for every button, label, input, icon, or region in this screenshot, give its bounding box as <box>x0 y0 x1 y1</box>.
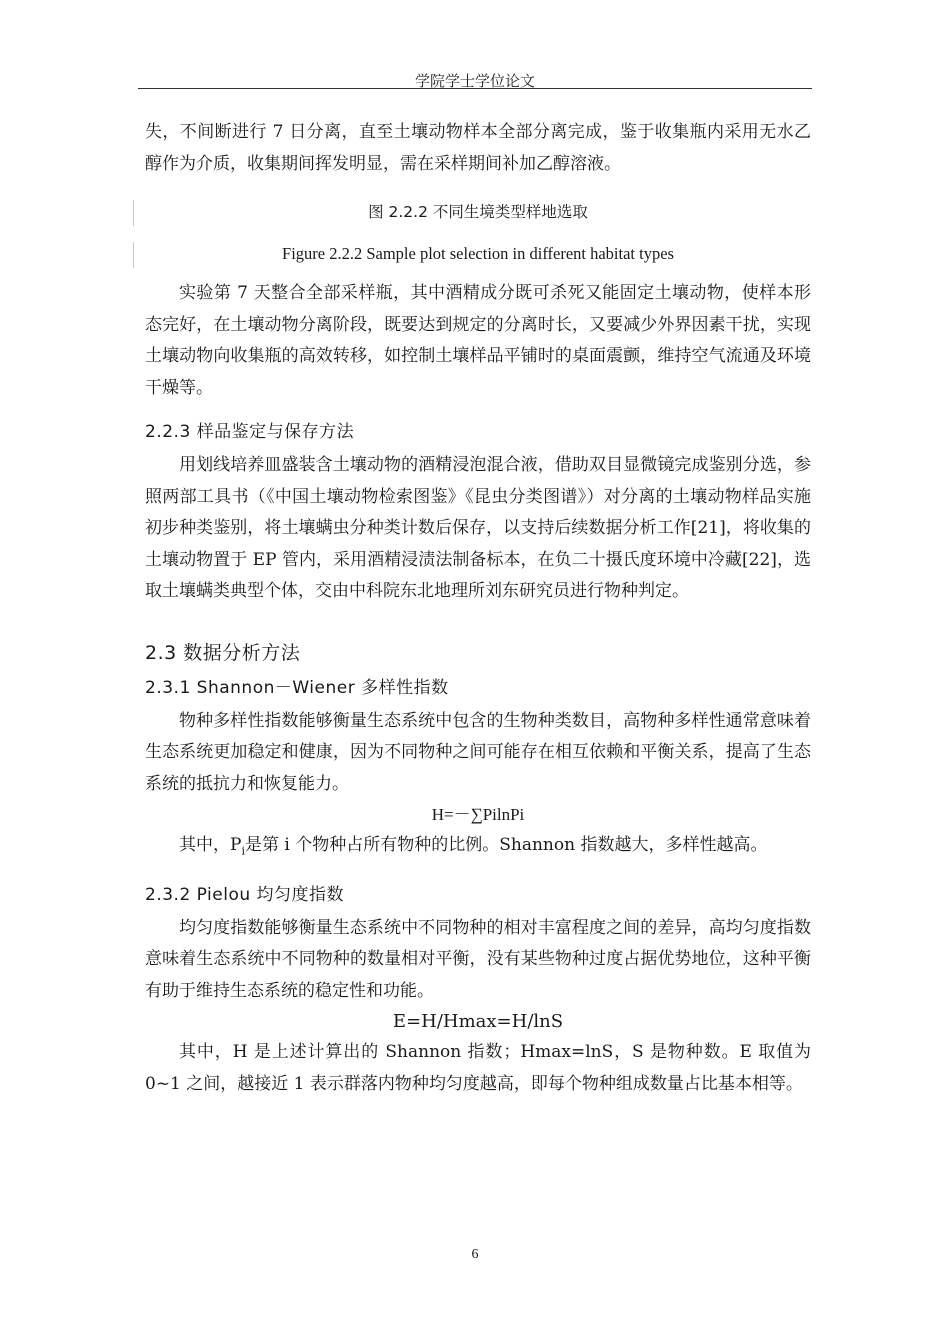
figure-caption-cn-text: 图 2.2.2 不同生境类型样地选取 <box>368 203 588 221</box>
paragraph-2-2-3: 用划线培养皿盛装含土壤动物的酒精浸泡混合液，借助双目显微镜完成鉴别分选，参照两部工具书（《中国土壤动物检索图鉴》《昆虫分类图谱》）对分离的土壤动物样品实施初步种类鉴别，将土壤螨虫分种类计数后保存，以支持后续数据分析工作[21]，将收集的土壤动物置于 EP 管内，采用酒精浸渍法制备标本，在负二十摄氏度环境中冷藏[22]，选取土壤螨类典型个体，交由中科院东北地理所刘东研究员进行物种判定。 <box>145 455 811 601</box>
note-shannon <box>145 830 811 867</box>
figure-caption-en-text: Figure 2.2.2 Sample plot selection in different habitat types <box>282 244 674 263</box>
paragraph-after-figure: 实验第 7 天整合全部采样瓶，其中酒精成分既可杀死又能固定土壤动物，使样本形态完好，在土壤动物分离阶段，既要达到规定的分离时长，又要减少外界因素干扰，实现土壤动物向收集瓶的高效转移，如控制土壤样品平铺时的桌面震颤，维持空气流通及环境干燥等。 <box>145 283 811 398</box>
figure-caption-cn <box>145 200 811 224</box>
spacer <box>145 266 811 278</box>
running-header: 学院学士学位论文 <box>414 72 535 90</box>
heading-2-3: 2.3 数据分析方法 <box>145 641 301 664</box>
formula-pielou: E=H/Hmax=H/lnS <box>392 1011 564 1033</box>
note-shannon-pre: 其中，P <box>179 835 242 855</box>
heading-2-2-3: 2.2.3 样品鉴定与保存方法 <box>145 422 355 442</box>
note-shannon-subscript: i <box>241 844 245 858</box>
page-number: 6 <box>471 1247 479 1262</box>
figure-caption-en <box>145 242 811 266</box>
formula-shannon: H=－∑PilnPi <box>431 805 525 824</box>
note-shannon-post: 是第 i 个物种占所有物种的比例。Shannon 指数越大，多样性越高。 <box>244 835 768 855</box>
page-body <box>145 117 811 1100</box>
paragraph-2-3-2: 均匀度指数能够衡量生态系统中不同物种的相对丰富程度之间的差异，高均匀度指数意味着生态系统中不同物种的数量相对平衡，没有某些物种过度占据优势地位，这种平衡有助于维持生态系统的稳定性和功能。 <box>145 917 811 1001</box>
note-pielou: 其中，H 是上述计算出的 Shannon 指数；Hmax=lnS，S 是物种数。E 取值为 0~1 之间，越接近 1 表示群落内物种均匀度越高，即每个物种组成数量占比基本相等。 <box>145 1042 811 1094</box>
figure-anchor-marker <box>133 200 134 226</box>
header-rule <box>138 88 812 89</box>
paragraph-2-3-1: 物种多样性指数能够衡量生态系统中包含的生物种类数目，高物种多样性通常意味着生态系统更加稳定和健康，因为不同物种之间可能存在相互依赖和平衡关系，提高了生态系统的抵抗力和恢复能力。 <box>145 710 811 794</box>
figure-anchor-marker <box>133 242 134 268</box>
intro-paragraph: 失，不间断进行 7 日分离，直至土壤动物样本全部分离完成，鉴于收集瓶内采用无水乙醇作为介质，收集期间挥发明显，需在采样期间补加乙醇溶液。 <box>145 122 811 174</box>
heading-2-3-2: 2.3.2 Pielou 均匀度指数 <box>145 884 345 905</box>
heading-2-3-1: 2.3.1 Shannon－Wiener 多样性指数 <box>145 677 449 698</box>
